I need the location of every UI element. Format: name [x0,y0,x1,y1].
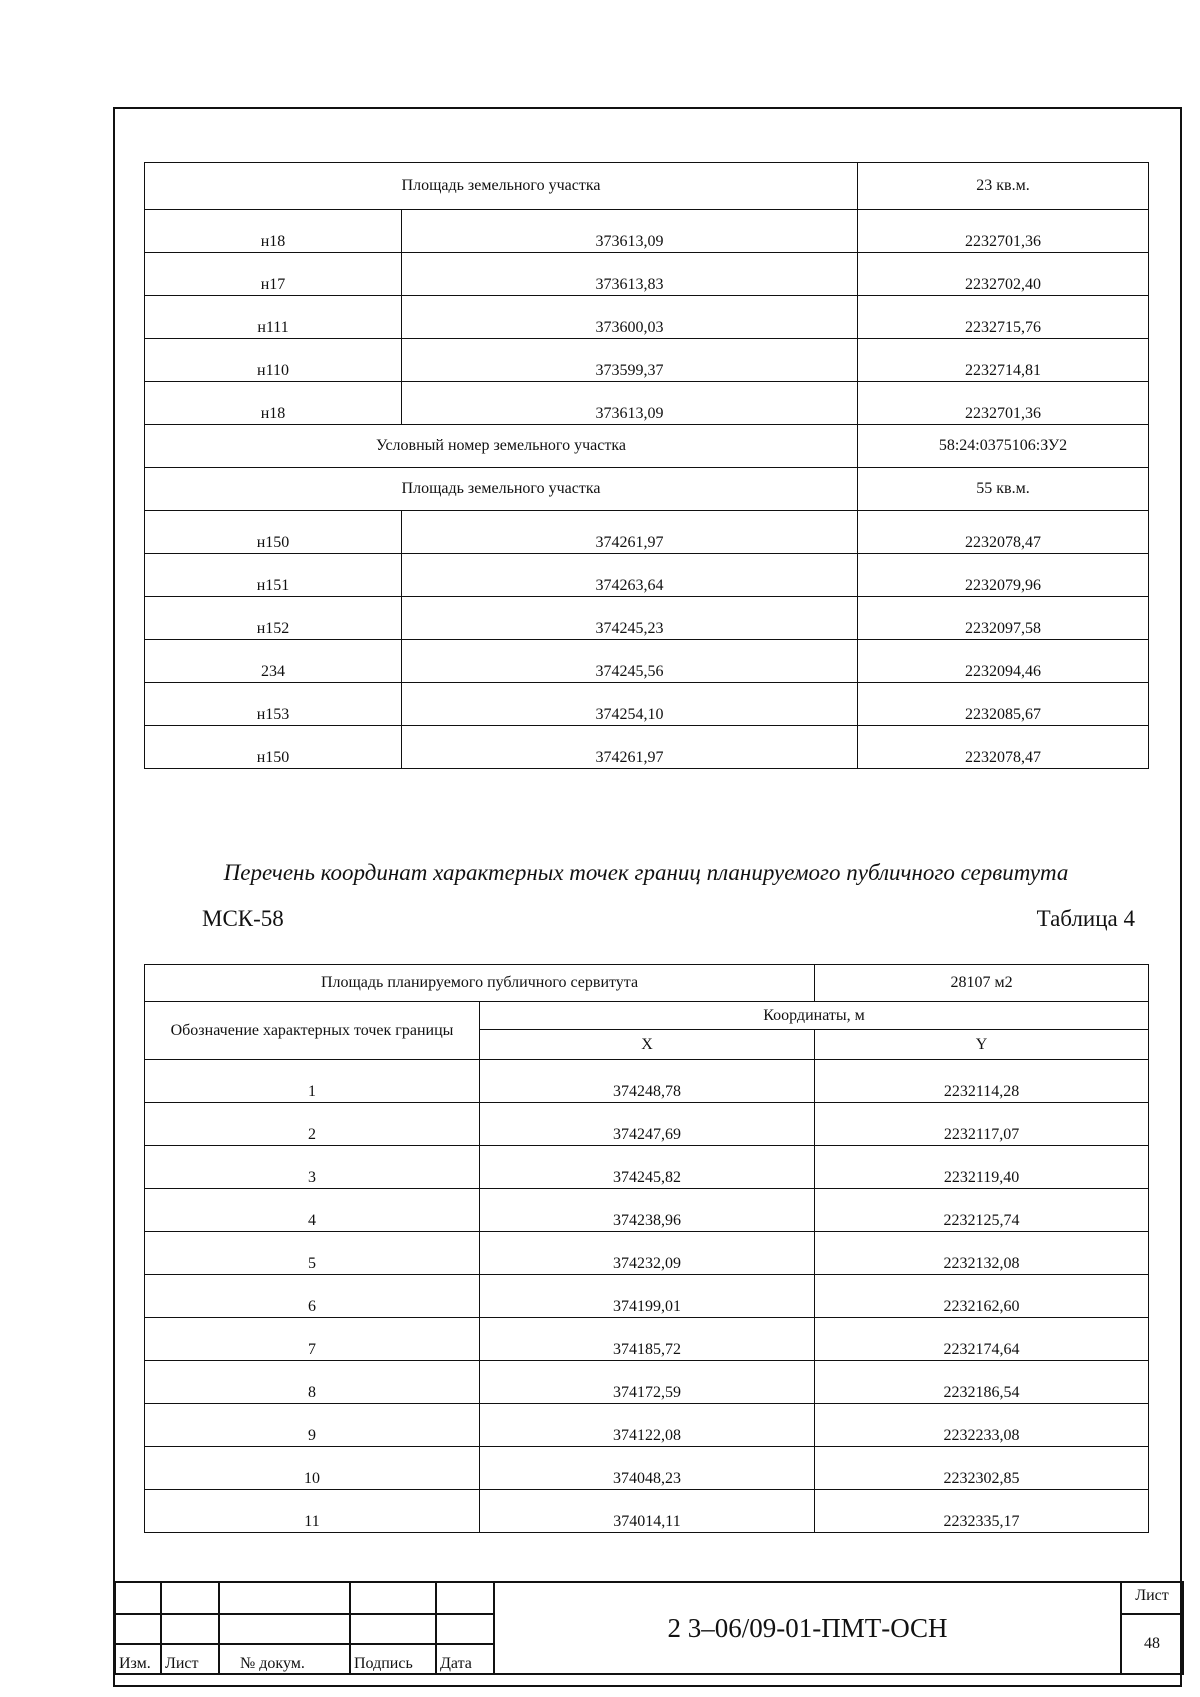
y-cell: 2232119,40 [815,1146,1149,1189]
stamp-cell [161,1614,219,1644]
stamp-sign-label: Подпись [350,1644,436,1674]
x-cell: 374172,59 [480,1361,815,1404]
y-cell: 2232085,67 [858,683,1149,726]
stamp-cell [219,1614,350,1644]
servitude-coordinates-table [144,964,1149,1533]
y-cell: 2232701,36 [858,382,1149,425]
y-cell: 2232714,81 [858,339,1149,382]
point-cell: 11 [145,1490,480,1533]
stamp-izm-label: Изм. [115,1644,161,1674]
land-plot-coordinates-table [144,162,1149,769]
point-cell: 9 [145,1404,480,1447]
conditional-number-row [145,425,1149,468]
point-cell: 8 [145,1361,480,1404]
stamp-date-label: Дата [436,1644,494,1674]
x-cell: 374048,23 [480,1447,815,1490]
table-number: Таблица 4 [1036,906,1135,931]
area-value: 55 кв.м. [858,468,1149,511]
y-cell: 2232132,08 [815,1232,1149,1275]
x-cell: 373613,83 [402,253,858,296]
coords-column-header: Координаты, м [480,1002,1149,1030]
point-cell: 6 [145,1275,480,1318]
y-cell: 2232302,85 [815,1447,1149,1490]
conditional-number-value: 58:24:0375106:ЗУ2 [858,425,1149,468]
x-cell: 374245,23 [402,597,858,640]
stamp-cell [115,1614,161,1644]
y-cell: 2232078,47 [858,511,1149,554]
point-cell: н111 [145,296,402,339]
stamp-cell [350,1614,436,1644]
stamp-cell [115,1582,161,1614]
x-cell: 374263,64 [402,554,858,597]
table-row [145,1103,1149,1146]
y-column-header: Y [815,1030,1149,1060]
conditional-number-label: Условный номер земельного участка [145,425,858,468]
table-row [145,1490,1149,1533]
table-row [145,296,1149,339]
y-cell: 2232094,46 [858,640,1149,683]
stamp-cell [219,1582,350,1614]
area-label: Площадь земельного участка [145,163,858,210]
point-cell: 7 [145,1318,480,1361]
y-cell: 2232125,74 [815,1189,1149,1232]
x-cell: 374185,72 [480,1318,815,1361]
point-cell: н18 [145,210,402,253]
document-code: 2 3–06/09-01-ПМТ-ОСН [494,1582,1121,1674]
point-cell: н18 [145,382,402,425]
x-cell: 374238,96 [480,1189,815,1232]
table-row [145,1361,1149,1404]
x-column-header: X [480,1030,815,1060]
point-cell: н150 [145,726,402,769]
stamp-list-label: Лист [161,1644,219,1674]
servitude-area-value: 28107 м2 [815,965,1149,1002]
y-cell: 2232114,28 [815,1060,1149,1103]
area-label: Площадь земельного участка [145,468,858,511]
stamp-cell [161,1582,219,1614]
table-row [145,1447,1149,1490]
y-cell: 2232701,36 [858,210,1149,253]
table-row [145,210,1149,253]
stamp-cell [436,1582,494,1614]
area-row [145,163,1149,210]
y-cell: 2232715,76 [858,296,1149,339]
x-cell: 373613,09 [402,210,858,253]
x-cell: 374199,01 [480,1275,815,1318]
sheet-number: 48 [1121,1614,1183,1674]
x-cell: 374261,97 [402,511,858,554]
x-cell: 373613,09 [402,382,858,425]
y-cell: 2232174,64 [815,1318,1149,1361]
y-cell: 2232186,54 [815,1361,1149,1404]
point-cell: н17 [145,253,402,296]
point-cell: н150 [145,511,402,554]
point-cell: н110 [145,339,402,382]
x-cell: 374245,56 [402,640,858,683]
y-cell: 2232097,58 [858,597,1149,640]
table-row [145,726,1149,769]
x-cell: 374245,82 [480,1146,815,1189]
point-cell: н153 [145,683,402,726]
x-cell: 374232,09 [480,1232,815,1275]
table-row [145,253,1149,296]
y-cell: 2232702,40 [858,253,1149,296]
point-cell: 10 [145,1447,480,1490]
y-cell: 2232078,47 [858,726,1149,769]
x-cell: 374014,11 [480,1490,815,1533]
sheet-label: Лист [1121,1582,1183,1614]
point-cell: 4 [145,1189,480,1232]
point-cell: 1 [145,1060,480,1103]
table-row [145,1146,1149,1189]
x-cell: 374254,10 [402,683,858,726]
table-row [145,1060,1149,1103]
x-cell: 373599,37 [402,339,858,382]
table-row [145,683,1149,726]
points-column-header: Обозначение характерных точек границы [145,1002,480,1060]
point-cell: 234 [145,640,402,683]
table-row [145,511,1149,554]
table-row [145,554,1149,597]
x-cell: 374248,78 [480,1060,815,1103]
table-row [145,1189,1149,1232]
y-cell: 2232079,96 [858,554,1149,597]
table-row [145,1404,1149,1447]
point-cell: н152 [145,597,402,640]
table-row [145,382,1149,425]
y-cell: 2232335,17 [815,1490,1149,1533]
servitude-area-row [145,965,1149,1002]
servitude-area-label: Площадь планируемого публичного сервитута [145,965,815,1002]
x-cell: 374247,69 [480,1103,815,1146]
y-cell: 2232117,07 [815,1103,1149,1146]
section-heading: Перечень координат характерных точек границ планируемого публичного сервитута [223,860,1069,885]
stamp-cell [436,1614,494,1644]
point-cell: 2 [145,1103,480,1146]
coordinate-system: МСК-58 [202,906,284,931]
table-row [145,339,1149,382]
point-cell: н151 [145,554,402,597]
x-cell: 373600,03 [402,296,858,339]
table-row [145,1232,1149,1275]
x-cell: 374122,08 [480,1404,815,1447]
table-row [145,597,1149,640]
area-row [145,468,1149,511]
header-row [145,1002,1149,1030]
area-value: 23 кв.м. [858,163,1149,210]
y-cell: 2232162,60 [815,1275,1149,1318]
table-row [145,1275,1149,1318]
point-cell: 3 [145,1146,480,1189]
table-row [145,1318,1149,1361]
point-cell: 5 [145,1232,480,1275]
title-block [114,1581,1184,1675]
table-row [145,640,1149,683]
stamp-cell [350,1582,436,1614]
stamp-doc-label: № докум. [219,1644,350,1674]
y-cell: 2232233,08 [815,1404,1149,1447]
x-cell: 374261,97 [402,726,858,769]
